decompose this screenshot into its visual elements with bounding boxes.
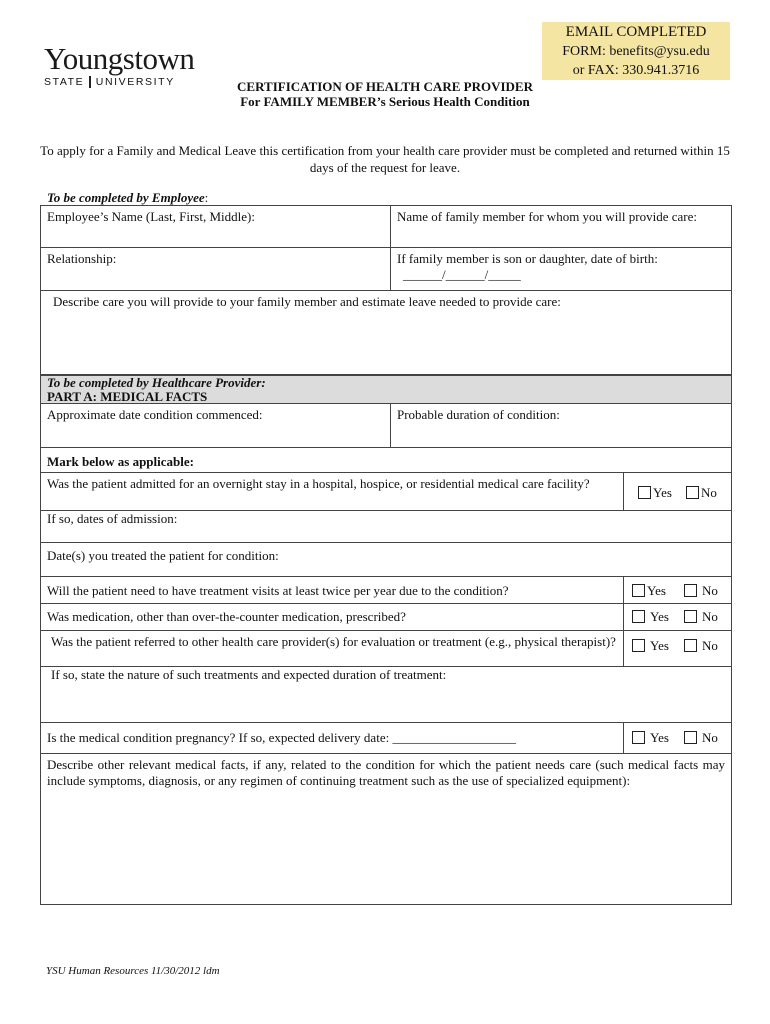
relationship-label: Relationship: — [47, 251, 117, 266]
checkbox-icon[interactable] — [632, 610, 645, 623]
referred-nature-row — [41, 667, 731, 723]
pregnancy-yes[interactable]: Yes — [632, 730, 669, 746]
part-a-heading: PART A: MEDICAL FACTS — [47, 389, 208, 404]
medication-question: Was medication, other than over-the-counter medication, prescribed? — [47, 609, 406, 624]
treatment-visits-question: Will the patient need to have treatment visits at least twice per year due to the condition? — [47, 583, 509, 598]
pregnancy-question: Is the medical condition pregnancy? If so, expected delivery date: ___________________ — [47, 730, 516, 745]
treatment-visits-row — [41, 577, 731, 604]
employee-row-names — [41, 206, 731, 248]
checkbox-icon[interactable] — [632, 731, 645, 744]
describe-care-label: Describe care you will provide to your family member and estimate leave needed to provide care: — [53, 294, 561, 309]
checkbox-icon[interactable] — [684, 731, 697, 744]
other-facts-row — [41, 754, 731, 904]
overnight-row — [41, 473, 731, 511]
date-commenced-field[interactable] — [41, 404, 390, 447]
referred-question: Was the patient referred to other health care provider(s) for evaluation or treatment (e.g., physical therapist)? — [51, 634, 616, 649]
employee-row-relationship — [41, 248, 731, 291]
treatment-visits-no[interactable]: No — [684, 583, 718, 599]
checkbox-icon[interactable] — [684, 639, 697, 652]
dates-treated-field[interactable]: Date(s) you treated the patient for condition: — [47, 548, 279, 563]
employee-row-describe — [41, 291, 731, 376]
form-title: CERTIFICATION OF HEALTH CARE PROVIDER — [237, 79, 533, 94]
provider-section-table — [40, 375, 732, 905]
overnight-yes[interactable]: Yes — [638, 485, 672, 501]
referred-answer — [623, 631, 731, 666]
describe-care-field[interactable] — [47, 291, 731, 376]
referred-nature-field[interactable]: If so, state the nature of such treatments and expected duration of treatment: — [51, 667, 447, 682]
checkbox-icon[interactable] — [684, 584, 697, 597]
probable-duration-label: Probable duration of condition: — [397, 407, 560, 422]
treatment-visits-answer — [623, 577, 731, 603]
footer-note: YSU Human Resources 11/30/2012 ldm — [46, 965, 220, 977]
pregnancy-row — [41, 723, 731, 754]
relationship-field[interactable] — [41, 248, 390, 290]
referred-yes[interactable]: Yes — [632, 638, 669, 654]
medication-answer — [623, 604, 731, 630]
admission-dates-field[interactable]: If so, dates of admission: — [47, 511, 178, 526]
other-facts-field[interactable]: Describe other relevant medical facts, if any, related to the condition for which the patient needs care (such medical facts may include symptoms, diagnosis, or any regimen of continuing treatment such as the use of specialized equipment): — [47, 757, 725, 788]
checkbox-icon[interactable] — [632, 639, 645, 652]
treatment-visits-yes[interactable]: Yes — [632, 583, 666, 599]
form-subtitle: For FAMILY MEMBER’s Serious Health Condition — [240, 94, 530, 109]
email-instructions-box — [542, 22, 730, 80]
pregnancy-answer — [623, 723, 731, 753]
probable-duration-field[interactable] — [390, 404, 731, 447]
dob-blank: ______/______/_____ — [403, 267, 521, 282]
referred-no[interactable]: No — [684, 638, 718, 654]
dates-treated-row — [41, 543, 731, 577]
employee-name-label: Employee’s Name (Last, First, Middle): — [47, 209, 255, 224]
admission-dates-row — [41, 511, 731, 543]
intro-text: To apply for a Family and Medical Leave this certification from your health care provider must be completed and returned within 15 days of the request for leave. — [40, 143, 730, 175]
overnight-question-text: Was the patient admitted for an overnight stay in a hospital, hospice, or residential medical care facility? — [47, 476, 590, 491]
mark-below-label: Mark below as applicable: — [47, 454, 194, 469]
date-commenced-label: Approximate date condition commenced: — [47, 407, 263, 422]
dob-field[interactable] — [390, 248, 731, 290]
medication-yes[interactable]: Yes — [632, 609, 669, 625]
overnight-answer — [623, 473, 731, 510]
mark-below-row — [41, 448, 731, 473]
logo-university: UNIVERSITY — [95, 76, 175, 88]
logo-state: STATE — [44, 76, 85, 88]
checkbox-icon[interactable] — [684, 610, 697, 623]
provider-header — [41, 376, 731, 403]
checkbox-icon[interactable] — [632, 584, 645, 597]
overnight-question — [41, 473, 623, 510]
checkbox-icon[interactable] — [638, 486, 651, 499]
provider-section-label: To be completed by Healthcare Provider: — [47, 375, 266, 390]
overnight-no[interactable]: No — [686, 485, 717, 501]
family-member-name-field[interactable] — [390, 206, 731, 247]
employee-name-field[interactable] — [41, 206, 390, 247]
provider-row-dates — [41, 404, 731, 448]
email-line-3: or FAX: 330.941.3716 — [572, 63, 700, 78]
provider-header-row — [41, 376, 731, 404]
checkbox-icon[interactable] — [686, 486, 699, 499]
referred-row — [41, 631, 731, 667]
dob-label: If family member is son or daughter, date of birth: — [397, 251, 658, 266]
email-line-2: FORM: benefits@ysu.edu — [562, 44, 710, 59]
family-member-name-label: Name of family member for whom you will provide care: — [397, 209, 697, 224]
medication-no[interactable]: No — [684, 609, 718, 625]
logo-name: Youngstown — [44, 41, 195, 76]
email-line-1: EMAIL COMPLETED — [565, 24, 707, 40]
employee-section-label: To be completed by Employee: — [47, 190, 209, 205]
pregnancy-no[interactable]: No — [684, 730, 718, 746]
medication-row — [41, 604, 731, 631]
employee-section-table — [40, 205, 732, 375]
